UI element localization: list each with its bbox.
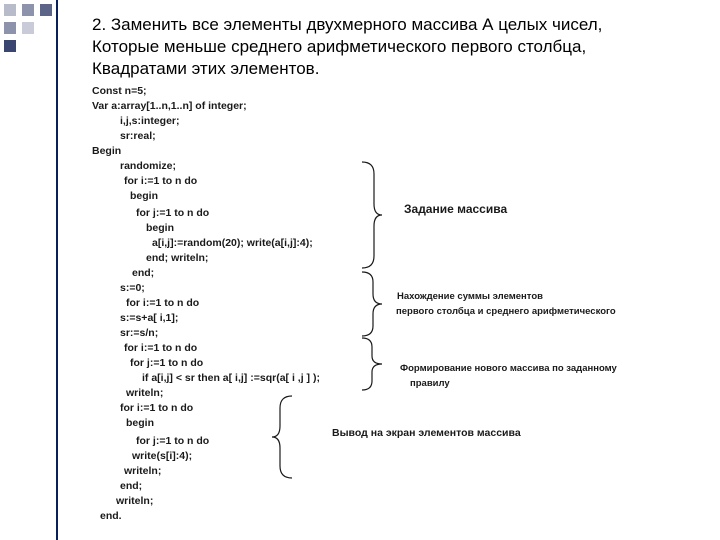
brace-new-array (362, 336, 382, 392)
decor-square (4, 40, 16, 52)
decor-square (4, 22, 16, 34)
code-line: randomize; (120, 160, 177, 172)
brace-sum (362, 270, 382, 338)
code-line: sr:=s/n; (120, 327, 159, 339)
code-line: Begin (92, 145, 122, 157)
code-line: writeln; (126, 387, 164, 399)
code-line: Const n=5; (92, 85, 147, 97)
decor-square (22, 4, 34, 16)
code-line: if a[i,j] < sr then a[ i,j] :=sqr(a[ i ,j ] ); (142, 372, 320, 384)
code-line: sr:real; (120, 130, 156, 142)
title-line: Квадратами этих элементов. (92, 59, 320, 78)
code-line: for i:=1 to n do (126, 297, 200, 309)
code-line: begin (146, 222, 174, 234)
code-line: for j:=1 to n do (136, 435, 210, 447)
code-line: for i:=1 to n do (124, 342, 198, 354)
note-new-array-line1: Формирование нового массива по заданному (400, 363, 617, 374)
code-line: for i:=1 to n do (120, 402, 194, 414)
note-sum-line1: Нахождение суммы элементов (397, 291, 543, 302)
code-line: s:=s+a[ i,1]; (120, 312, 179, 324)
note-fill-array: Задание массива (404, 202, 508, 216)
code-line: end. (100, 510, 122, 522)
code-line: end; writeln; (146, 252, 209, 264)
note-output: Вывод на экран элементов массива (332, 427, 521, 439)
brace-output (272, 394, 292, 480)
code-line: Var a:array[1..n,1..n] of integer; (92, 100, 247, 112)
code-line: i,j,s:integer; (120, 115, 180, 127)
code-line: begin (130, 190, 158, 202)
code-line: for i:=1 to n do (124, 175, 198, 187)
title-line: Которые меньше среднего арифметического первого столбца, (92, 37, 587, 56)
decor-square (40, 4, 52, 16)
slide-title (92, 14, 692, 80)
code-line: a[i,j]:=random(20); write(a[i,j]:4); (152, 237, 313, 249)
note-new-array-line2: правилу (410, 378, 450, 389)
code-line: end; (132, 267, 155, 279)
decor-square (22, 22, 34, 34)
title-line: 2. Заменить все элементы двухмерного массива А целых чисел, (92, 15, 603, 34)
code-line: end; (120, 480, 143, 492)
decor-square (4, 4, 16, 16)
code-line: writeln; (116, 495, 154, 507)
code-line: writeln; (124, 465, 162, 477)
note-sum-line2: первого столбца и среднего арифметического (396, 306, 616, 317)
code-line: s:=0; (120, 282, 145, 294)
code-line: begin (126, 417, 154, 429)
code-line: for j:=1 to n do (130, 357, 204, 369)
brace-fill-array (362, 160, 382, 270)
code-line: write(s[i]:4); (132, 450, 193, 462)
code-line: for j:=1 to n do (136, 207, 210, 219)
accent-vertical-line (56, 0, 58, 540)
